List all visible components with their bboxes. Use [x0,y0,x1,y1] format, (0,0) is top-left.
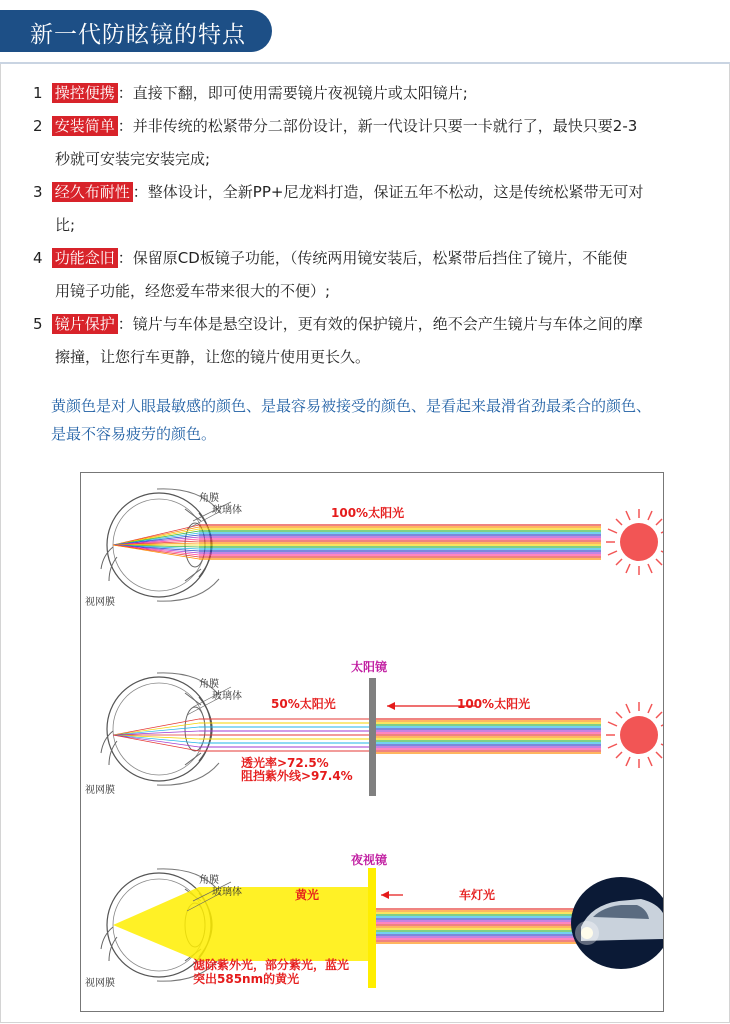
yellow-color-note [51,392,730,448]
yellow-light-label: 黄光 [295,888,320,902]
feature-number: 1 [33,84,43,102]
uv-block-label: 阻挡紫外线>97.4% [241,769,353,783]
retina-label: 视网膜 [85,978,115,989]
panel-night-vision-lens [85,852,663,989]
sunglass-label: 太阳镜 [351,660,388,674]
vitreous-label: 玻璃体 [212,505,242,516]
feature-text-continued: 秒就可安装完安装完成; [55,150,211,168]
panel-sunlight-no-lens [85,489,663,608]
feature-text: ：直接下翻，即可使用需要镜片夜视镜片或太阳镜片; [117,84,468,102]
feature-text-continued: 用镜子功能，经您爱车带来很大的不便）; [55,282,331,300]
transmittance-label: 透光率>72.5% [241,756,329,770]
feature-item-1 [33,77,703,110]
feature-text-continued: 比; [55,216,76,234]
retina-label: 视网膜 [85,785,115,796]
feature-number: 5 [33,315,43,333]
arrow-left-icon [381,891,389,899]
feature-tag: 安装简单 [52,116,118,136]
filter-label: 滤除紫外光，部分紫光，蓝光 [193,958,350,972]
feature-item-4 [33,242,703,308]
light-ray [113,719,199,735]
feature-tag: 经久布耐性 [52,182,133,202]
feature-tag: 操控便携 [52,83,118,103]
light-ray [113,727,199,735]
feature-item-3 [33,176,703,242]
sunlight-100-label: 100%太阳光 [457,697,531,711]
arrow-left-icon [387,702,395,710]
feature-text: ：整体设计，全新PP+尼龙料打造，保证五年不松动，这是传统松紧带无可对 [132,183,644,201]
feature-text-continued: 擦撞，让您行车更静，让您的镜片使用更长久。 [55,348,371,366]
sun-icon [606,509,663,575]
cornea-label: 角膜 [199,875,219,886]
night-vision-lens-bar [368,868,376,988]
note-line-2: 是最不容易疲劳的颜色。 [51,425,217,443]
sunlight-50-label: 50%太阳光 [271,697,336,711]
feature-item-2 [33,110,703,176]
note-line-1: 黄颜色是对人眼最敏感的颜色、是最容易被接受的颜色、是看起来最滑省劲最柔合的颜色、 [51,397,652,415]
panel-sunglass-lens [85,659,663,796]
sunglass-lens-bar [369,678,376,796]
vitreous-label: 玻璃体 [212,887,242,898]
sun-icon [606,702,663,768]
light-rays [113,887,581,961]
feature-number: 2 [33,117,43,135]
page-title: 新一代防眩镜的特点 [30,22,246,48]
feature-tag: 功能念旧 [52,248,118,268]
sunlight-100-label: 100%太阳光 [331,506,405,520]
night-vision-label: 夜视镜 [351,853,388,867]
yellow-585nm-label: 突出585nm的黄光 [193,972,300,986]
cornea-label: 角膜 [199,493,219,504]
cornea-label: 角膜 [199,679,219,690]
yellow-light-beam [113,887,368,961]
vitreous-label: 玻璃体 [212,691,242,702]
feature-text: ：并非传统的松紧带分二部份设计，新一代设计只要一卡就行了，最快只要2-3 [117,117,638,135]
feature-number: 3 [33,183,43,201]
feature-number: 4 [33,249,43,267]
car-headlight-icon [571,877,663,969]
light-rays [113,719,601,753]
lens-comparison-diagram [80,472,664,1012]
header-banner [0,0,730,64]
feature-item-5 [33,308,703,374]
retina-label: 视网膜 [85,597,115,608]
feature-tag: 镜片保护 [52,314,118,334]
feature-text: ：保留原CD板镜子功能，（传统两用镜安装后，松紧带后挡住了镜片，不能使 [117,249,628,267]
feature-text: ：镜片与车体是悬空设计，更有效的保护镜片，绝不会产生镜片与车体之间的摩 [117,315,643,333]
headlight-label: 车灯光 [459,888,496,902]
